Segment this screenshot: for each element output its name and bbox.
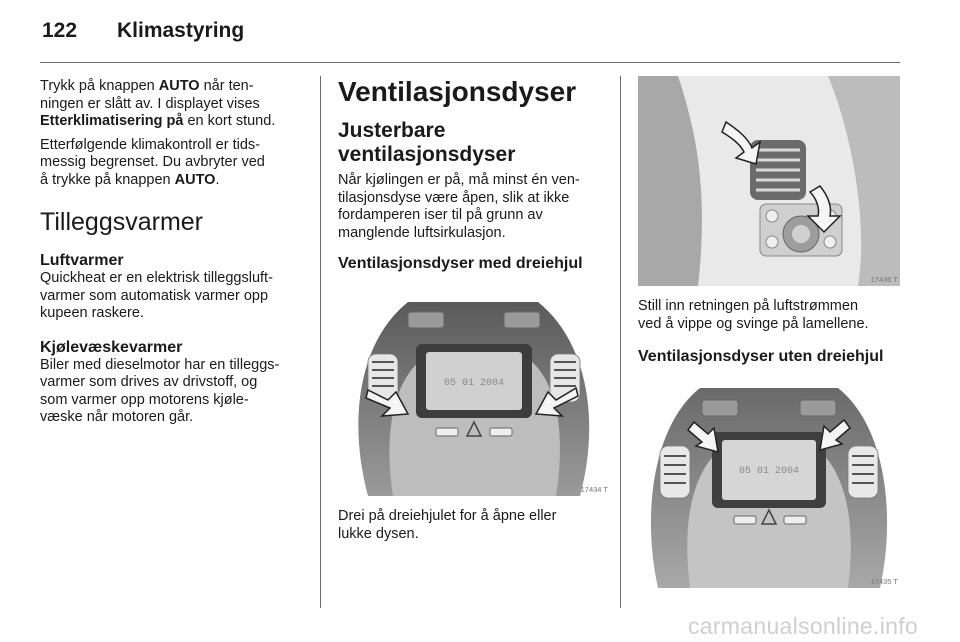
text: når ten- (199, 78, 254, 94)
watermark-text: carmanualsonline.info (687, 613, 918, 639)
paragraph-diesel-heater (40, 357, 312, 427)
display-date: 05 01 2004 (443, 378, 505, 389)
heading-med-dreiehjul: Ventilasjonsdyser med dreiehjul (338, 255, 583, 272)
text: tilasjonsdyse være åpen, slik at ikke (338, 189, 570, 206)
text: ningen er slått av. I displayet vises (40, 95, 260, 112)
dashboard-illustration (338, 282, 610, 496)
text: lukke dysen. (338, 525, 419, 542)
text: messig begrenset. Du avbryter ved (40, 154, 265, 170)
text: væske når motoren går. (40, 409, 194, 425)
vent-closeup-illustration (638, 76, 900, 286)
figure-number: 17436 T (870, 275, 898, 284)
column-2-caption (338, 508, 613, 543)
figure-vent-closeup (638, 76, 900, 286)
page-title: Klimastyring (117, 19, 245, 42)
text: Etterfølgende klimakontroll er tids- (40, 136, 260, 153)
text: Drei på dreiehjulet for å åpne eller (338, 508, 557, 524)
text: Trykk på knappen (40, 78, 159, 94)
figure-vents-without-wheel (638, 376, 900, 588)
text: ved å vippe og svinge på lamellene. (638, 315, 869, 332)
text: Justerbare (338, 119, 446, 142)
figure-number: 17434 T (580, 485, 608, 494)
page-number: 122 (42, 19, 78, 42)
heading-tilleggsvarmer: Tilleggsvarmer (40, 208, 204, 236)
figure-number: 17435 T (870, 577, 898, 586)
column-3 (638, 298, 900, 366)
paragraph-cooling (338, 172, 613, 242)
paragraph-quickheat (40, 270, 312, 323)
paragraph-auto-button (40, 78, 312, 131)
paragraph-turn-wheel (338, 508, 613, 543)
text: varmer som drives av drivstoff, og (40, 374, 258, 390)
text-bold: Etterklimatisering på (40, 113, 184, 129)
text: som varmer opp motorens kjøle- (40, 391, 249, 408)
display-date: 05 01 2004 (738, 466, 800, 477)
text: en kort stund. (183, 113, 276, 129)
column-2 (338, 76, 613, 273)
header-rule (40, 62, 900, 63)
text: Når kjølingen er på, må minst én ven- (338, 172, 580, 188)
dashboard-illustration-2 (638, 376, 900, 588)
paragraph-adjust-direction (638, 298, 900, 333)
text: manglende luftsirkulasjon. (338, 224, 506, 241)
text: . (215, 171, 220, 188)
heading-justerbare (338, 119, 613, 167)
text: å trykke på knappen (40, 171, 175, 188)
paragraph-climate-control (40, 137, 312, 190)
heading-ventilasjonsdyser: Ventilasjonsdyser (338, 76, 577, 107)
text: kupeen raskere. (40, 305, 144, 321)
column-divider-2 (620, 76, 621, 608)
heading-kjolevaeskevarmer: Kjølevæskevarmer (40, 338, 183, 356)
column-divider-1 (320, 76, 321, 608)
text-bold: AUTO (174, 171, 216, 188)
text: Biler med dieselmotor har en tilleggs- (40, 356, 280, 373)
heading-uten-dreiehjul: Ventilasjonsdyser uten dreiehjul (638, 348, 884, 365)
text-bold: AUTO (158, 78, 200, 94)
heading-luftvarmer: Luftvarmer (40, 252, 124, 269)
text: Quickheat er en elektrisk tilleggsluft- (40, 270, 273, 286)
text: ventilasjonsdyser (338, 143, 516, 166)
text: Still inn retningen på luftstrømmen (638, 298, 859, 314)
text: fordamperen iser til på grunn av (338, 207, 543, 223)
column-1 (40, 78, 312, 427)
figure-vents-with-wheel (338, 282, 610, 496)
text: varmer som automatisk varmer opp (40, 287, 269, 304)
